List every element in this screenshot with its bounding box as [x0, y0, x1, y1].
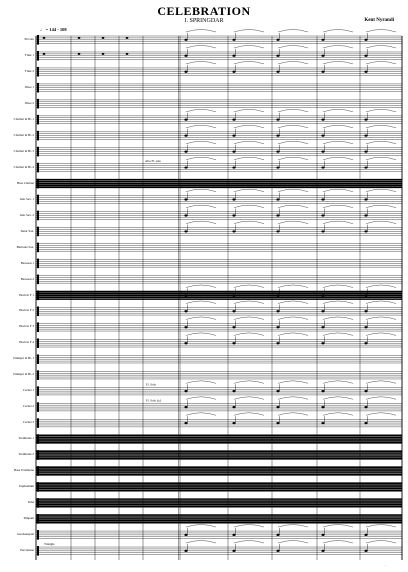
note-head	[184, 166, 187, 168]
slur	[186, 205, 216, 208]
slur	[323, 285, 353, 288]
clef-glyph	[37, 147, 39, 157]
note-head	[184, 119, 187, 121]
note-head	[364, 422, 367, 424]
instrument-label: Trombone 2	[18, 452, 34, 457]
note-head	[321, 326, 324, 328]
clef-glyph	[37, 227, 39, 237]
note-head	[232, 150, 235, 152]
slur	[366, 125, 396, 128]
clef-glyph	[37, 498, 39, 508]
note-head	[321, 534, 324, 536]
slur	[278, 109, 308, 112]
note-head	[276, 390, 279, 392]
note-head	[232, 550, 235, 552]
instrument-label: Timpani	[23, 516, 34, 521]
instrument-label: Euphonium	[19, 484, 34, 489]
clef-glyph	[37, 450, 39, 460]
instrument-label: Percussion	[20, 548, 34, 553]
slur	[186, 189, 216, 192]
clef-glyph	[37, 386, 39, 396]
slur	[186, 397, 216, 400]
slur	[186, 221, 216, 224]
instrument-label: Bass Trombone	[14, 468, 34, 473]
slur	[186, 61, 216, 64]
slur	[234, 413, 264, 416]
instrument-label: Flute 2	[25, 68, 34, 73]
clef-glyph	[37, 530, 39, 540]
note-head	[184, 135, 187, 137]
instrument-label: Clarinet in B♭ 1	[13, 116, 34, 121]
note-head	[364, 55, 367, 57]
note-head	[364, 135, 367, 137]
note-head	[276, 326, 279, 328]
slur	[186, 317, 216, 320]
note-head	[321, 230, 324, 232]
instrument-label: Baritone Sax.	[16, 244, 34, 249]
note-head	[232, 294, 235, 296]
note-head	[232, 342, 235, 344]
note-head	[321, 55, 324, 57]
note-head	[276, 294, 279, 296]
slur	[323, 525, 353, 528]
note-head	[364, 406, 367, 408]
performance-marking: Fl. Solo (a.)	[146, 398, 162, 403]
note-head	[364, 166, 367, 168]
slur	[234, 333, 264, 336]
clef-glyph	[37, 179, 39, 189]
note-head	[184, 534, 187, 536]
slur	[366, 141, 396, 144]
slur	[323, 317, 353, 320]
note-head	[184, 150, 187, 152]
slur	[278, 285, 308, 288]
note-head	[321, 550, 324, 552]
instrument-label: Tuba	[27, 500, 34, 505]
tempo-marking: ♩ = 144 - 108	[40, 27, 67, 32]
slur	[366, 30, 396, 33]
slur	[186, 381, 216, 384]
note-head	[321, 294, 324, 296]
slur	[278, 333, 308, 336]
slur	[366, 301, 396, 304]
note-head	[321, 214, 324, 216]
note-head	[276, 71, 279, 73]
note-head	[321, 150, 324, 152]
note-head	[276, 422, 279, 424]
slur	[186, 541, 216, 544]
note-head	[364, 326, 367, 328]
slur	[234, 205, 264, 208]
slur	[234, 45, 264, 48]
slur	[278, 397, 308, 400]
note-head	[276, 230, 279, 232]
slur	[366, 221, 396, 224]
clef-glyph	[37, 354, 39, 364]
note-head	[232, 166, 235, 168]
slur	[234, 317, 264, 320]
slur	[234, 189, 264, 192]
note-head	[232, 230, 235, 232]
instrument-label: Bassoon 2	[20, 276, 34, 281]
note-head	[364, 71, 367, 73]
note-head	[232, 406, 235, 408]
slur	[186, 285, 216, 288]
note-head	[184, 326, 187, 328]
note-head	[232, 135, 235, 137]
slur	[186, 413, 216, 416]
clef-glyph	[37, 291, 39, 301]
instrument-label: Alto Sax. 1	[19, 196, 34, 201]
note-head	[276, 342, 279, 344]
note-head	[276, 39, 279, 41]
instrument-label: Piccolo	[24, 37, 34, 41]
slur	[278, 381, 308, 384]
note-head	[276, 406, 279, 408]
slur	[366, 61, 396, 64]
slur	[323, 109, 353, 112]
note-head	[364, 198, 367, 200]
slur	[323, 413, 353, 416]
slur	[278, 221, 308, 224]
slur	[323, 381, 353, 384]
slur	[323, 397, 353, 400]
note-head	[184, 39, 187, 41]
clef-glyph	[37, 306, 39, 316]
note-head	[276, 150, 279, 152]
slur	[278, 45, 308, 48]
slur	[366, 397, 396, 400]
slur	[323, 45, 353, 48]
slur	[234, 221, 264, 224]
note-head	[232, 119, 235, 121]
slur	[278, 205, 308, 208]
slur	[366, 109, 396, 112]
page-mark: ·	[384, 563, 386, 568]
note-head	[102, 37, 105, 39]
slur	[323, 205, 353, 208]
slur	[234, 141, 264, 144]
clef-glyph	[37, 482, 39, 492]
clef-glyph	[37, 259, 39, 269]
clef-glyph	[37, 67, 39, 77]
slur	[234, 301, 264, 304]
slur	[278, 317, 308, 320]
note-head	[276, 55, 279, 57]
note-head	[184, 294, 187, 296]
slur	[278, 141, 308, 144]
slur	[278, 541, 308, 544]
slur	[234, 125, 264, 128]
slur	[234, 525, 264, 528]
slur	[186, 525, 216, 528]
clef-glyph	[37, 211, 39, 221]
slur	[186, 125, 216, 128]
note-head	[232, 310, 235, 312]
note-head	[321, 310, 324, 312]
note-head	[78, 37, 81, 39]
slur	[366, 541, 396, 544]
clef-glyph	[37, 338, 39, 348]
slur	[323, 333, 353, 336]
clef-glyph	[37, 163, 39, 173]
performance-marking: Alto Fl. solo	[145, 158, 162, 163]
note-head	[184, 230, 187, 232]
note-head	[102, 53, 105, 55]
note-head	[276, 550, 279, 552]
note-head	[276, 135, 279, 137]
note-head	[321, 342, 324, 344]
instrument-label: Alto Sax. 2	[19, 212, 34, 217]
note-head	[364, 310, 367, 312]
slur	[234, 109, 264, 112]
slur	[278, 125, 308, 128]
instrument-label: Cornet 2	[22, 404, 34, 409]
note-head	[43, 53, 46, 55]
slur	[323, 541, 353, 544]
slur	[278, 413, 308, 416]
note-head	[364, 150, 367, 152]
note-head	[276, 214, 279, 216]
movement-title: I. SPRINGDAR	[184, 18, 224, 24]
slur	[323, 301, 353, 304]
note-head	[184, 390, 187, 392]
instrument-label: Horn in F 4	[19, 340, 34, 345]
slur	[234, 381, 264, 384]
note-head	[184, 310, 187, 312]
note-head	[321, 406, 324, 408]
instrument-label: Horn in F 2	[19, 308, 34, 313]
instrument-label: Cornet 3	[22, 420, 34, 425]
clef-glyph	[37, 466, 39, 476]
note-head	[232, 39, 235, 41]
clef-glyph	[37, 83, 39, 93]
clef-glyph	[37, 195, 39, 205]
instrument-label: Horn in F 1	[19, 292, 34, 297]
note-head	[364, 119, 367, 121]
instrument-label: Clarinet in B♭ 4	[13, 164, 34, 169]
note-head	[364, 214, 367, 216]
slur	[366, 317, 396, 320]
note-head	[184, 406, 187, 408]
slur	[234, 541, 264, 544]
note-head	[126, 53, 129, 55]
note-head	[232, 534, 235, 536]
note-head	[321, 39, 324, 41]
slur	[366, 205, 396, 208]
clef-glyph	[37, 243, 39, 253]
slur	[366, 413, 396, 416]
slur	[323, 30, 353, 33]
instrument-label: Flute 1	[25, 52, 34, 57]
slur	[186, 141, 216, 144]
instrument-label: Tenor Sax.	[20, 228, 34, 233]
slur	[186, 301, 216, 304]
note-head	[276, 119, 279, 121]
instrument-label: Oboe 1	[24, 84, 34, 89]
note-head	[364, 390, 367, 392]
slur	[186, 333, 216, 336]
note-head	[43, 37, 46, 39]
note-head	[184, 422, 187, 424]
note-head	[78, 53, 81, 55]
note-head	[364, 342, 367, 344]
instrument-label: Bass Clarinet	[16, 180, 34, 185]
note-head	[364, 39, 367, 41]
slur	[366, 381, 396, 384]
note-head	[321, 198, 324, 200]
instrument-label: Cornet 1	[22, 388, 34, 393]
note-head	[232, 55, 235, 57]
note-head	[321, 166, 324, 168]
slur	[366, 525, 396, 528]
slur	[323, 125, 353, 128]
slur	[278, 61, 308, 64]
note-head	[276, 198, 279, 200]
performance-marking: Fl. Solo	[146, 382, 157, 387]
slur	[366, 285, 396, 288]
clef-glyph	[37, 322, 39, 332]
note-head	[321, 390, 324, 392]
note-head	[276, 310, 279, 312]
note-head	[232, 71, 235, 73]
clef-glyph	[37, 546, 39, 556]
slur	[323, 189, 353, 192]
slur	[366, 45, 396, 48]
slur	[323, 61, 353, 64]
instrument-label: Trombone 1	[18, 436, 34, 441]
performance-marking: Triangle	[44, 542, 55, 547]
note-head	[232, 422, 235, 424]
clef-glyph	[37, 99, 39, 109]
slur	[234, 285, 264, 288]
slur	[278, 30, 308, 33]
instrument-label: Oboe 2	[24, 100, 34, 105]
note-head	[232, 326, 235, 328]
note-head	[321, 135, 324, 137]
clef-glyph	[37, 275, 39, 285]
slur	[323, 221, 353, 224]
note-head	[232, 198, 235, 200]
clef-glyph	[37, 402, 39, 412]
note-head	[184, 55, 187, 57]
slur	[186, 45, 216, 48]
instrument-label: Horn in F 3	[19, 324, 34, 329]
slur	[186, 30, 216, 33]
note-head	[321, 422, 324, 424]
clef-glyph	[37, 51, 39, 61]
slur	[366, 333, 396, 336]
slur	[278, 157, 308, 160]
slur	[278, 525, 308, 528]
note-head	[364, 230, 367, 232]
note-head	[364, 550, 367, 552]
slur	[186, 109, 216, 112]
note-head	[276, 166, 279, 168]
slur	[234, 30, 264, 33]
slur	[186, 157, 216, 160]
clef-glyph	[37, 514, 39, 524]
note-head	[126, 37, 129, 39]
slur	[323, 157, 353, 160]
clef-glyph	[37, 131, 39, 141]
slur	[278, 189, 308, 192]
slur	[234, 157, 264, 160]
clef-glyph	[37, 35, 39, 45]
note-head	[321, 119, 324, 121]
score-title: CELEBRATION	[157, 4, 251, 18]
instrument-label: Trumpet in B♭ 1	[13, 356, 34, 361]
instrument-label: Clarinet in B♭ 2	[13, 132, 34, 137]
note-head	[276, 534, 279, 536]
slur	[323, 141, 353, 144]
clef-glyph	[37, 418, 39, 428]
note-head	[184, 214, 187, 216]
slur	[278, 301, 308, 304]
clef-glyph	[37, 434, 39, 444]
note-head	[321, 71, 324, 73]
instrument-label: Trumpet in B♭ 2	[13, 372, 34, 377]
note-head	[364, 294, 367, 296]
slur	[366, 189, 396, 192]
clef-glyph	[37, 370, 39, 380]
note-head	[184, 71, 187, 73]
instrument-label: Clarinet in B♭ 3	[13, 148, 34, 153]
composer-name: Kent Nyrandi	[364, 18, 394, 23]
slur	[366, 157, 396, 160]
note-head	[232, 390, 235, 392]
note-head	[232, 214, 235, 216]
instrument-label: Glockenspiel	[17, 532, 34, 537]
instrument-label: Bassoon 1	[20, 260, 34, 265]
clef-glyph	[37, 115, 39, 125]
slur	[234, 61, 264, 64]
note-head	[184, 198, 187, 200]
note-head	[184, 342, 187, 344]
note-head	[184, 550, 187, 552]
slur	[234, 397, 264, 400]
note-head	[364, 534, 367, 536]
